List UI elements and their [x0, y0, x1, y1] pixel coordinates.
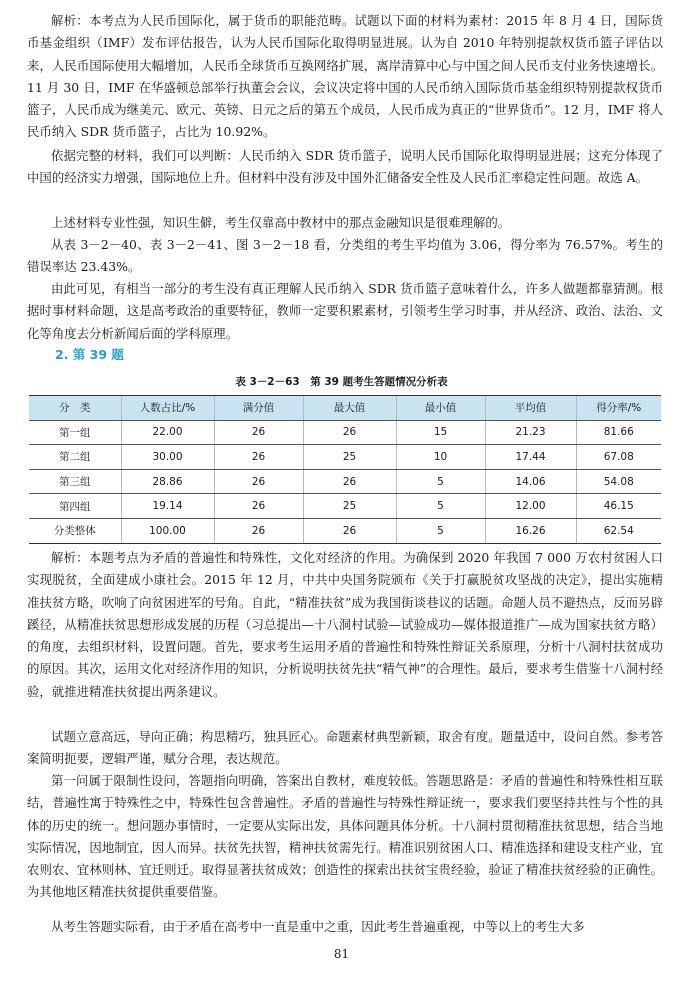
table-row: [29, 420, 661, 445]
table-cell: 100.00: [121, 518, 214, 543]
table-cell: 26: [214, 469, 303, 494]
table-cell: 第三组: [29, 469, 121, 494]
table-header-cell: 最大值: [303, 396, 396, 421]
table-header-cell: 人数占比/%: [121, 396, 214, 421]
table-title: 表 3－2－63 第 39 题考生答题情况分析表: [235, 376, 448, 388]
table-cell: 30.00: [121, 445, 214, 470]
table-cell: 54.08: [576, 469, 661, 494]
table-cell: 26: [214, 494, 303, 519]
section-title: 2. 第 39 题: [55, 347, 124, 362]
table-row: [29, 518, 661, 543]
table-row: [29, 445, 661, 470]
table-cell: 25: [303, 494, 396, 519]
table-cell: 19.14: [121, 494, 214, 519]
table-cell: 17.44: [485, 445, 576, 470]
table-row: [29, 469, 661, 494]
table-cell: 26: [303, 420, 396, 445]
table-cell: 26: [303, 469, 396, 494]
table-cell: 5: [396, 494, 485, 519]
page-number: 81: [333, 947, 350, 961]
table-cell: 62.54: [576, 518, 661, 543]
table-cell: 5: [396, 518, 485, 543]
table-cell: 15: [396, 420, 485, 445]
table-cell: 81.66: [576, 420, 661, 445]
analysis-paragraph-rmb: 解析：本考点为人民币国际化，属于货币的职能范畴。试题以下面的材料为素材：2015 年 8 月 4 日，国际货币基金组织（IMF）发布评估报告，认为人民币国际化取得明显进展。认为自 2010 年特别提款权货币篮子评估以来，人民币国际使用大幅增加，人民币全球货币互换网络扩展，离岸清算中心与中国之间人民币支付业务快速增长。11 月 30 日，IMF 在华盛顿总部举行执董会会议，会议决定将中国的人民币纳入国际货币基金组织特别提款权货币篮子，人民币成为继美元、欧元、英镑、日元之后的第五个成员，人民币成为真正的“世界货币”。12 月，IMF 将人民币纳入 SDR 货币篮子，占比为 10.92%。: [27, 13, 663, 140]
table-header-cell: 平均值: [485, 396, 576, 421]
table-cell: 21.23: [485, 420, 576, 445]
table-header-cell: 满分值: [214, 396, 303, 421]
table-cell: 67.08: [576, 445, 661, 470]
table-cell: 25: [303, 445, 396, 470]
stats-table: [29, 395, 661, 544]
table-header-cell: 分 类: [29, 396, 121, 421]
table-cell: 46.15: [576, 494, 661, 519]
table-cell: 12.00: [485, 494, 576, 519]
difficulty-paragraph: 上述材料专业性强，知识生僻，考生仅靠高中教材中的那点金融知识是很难理解的。: [51, 215, 511, 230]
table-cell: 26: [214, 445, 303, 470]
table-cell: 第一组: [29, 420, 121, 445]
conclusion-paragraph: 依据完整的材料，我们可以判断：人民币纳入 SDR 货币篮子，说明人民币国际化取得明显进展；这充分体现了中国的经济实力增强，国际地位上升。但材料中没有涉及中国外汇储备安全性及人民币汇率稳定性问题。故选 A。: [27, 148, 663, 186]
table-cell: 5: [396, 469, 485, 494]
table-cell: 第四组: [29, 494, 121, 519]
table-row: [29, 494, 661, 519]
statistics-paragraph: 从表 3－2－40、表 3－2－41、图 3－2－18 看，分类组的考生平均值为 3.06，得分率为 76.57%。考生的错误率达 23.43%。: [27, 237, 663, 275]
evaluation-paragraph: 试题立意高远，导向正确；构思精巧，独具匠心。命题素材典型新颖，取舍有度。题量适中，设问自然。参考答案简明扼要，逻辑严谨，赋分合理，表达规范。: [27, 729, 663, 767]
table-cell: 16.26: [485, 518, 576, 543]
table-cell: 22.00: [121, 420, 214, 445]
analysis-paragraph-poverty: 解析：本题考点为矛盾的普遍性和特殊性，文化对经济的作用。为确保到 2020 年我国 7 000 万农村贫困人口实现脱贫，全面建成小康社会。2015 年 12 月，中共中央国务院颁布《关于打赢脱贫攻坚战的决定》，提出实施精准扶贫方略，吹响了向贫困进军的号角。自此，“精准扶贫”成为我国街谈巷议的话题。命题人员不避热点，反而另辟蹊径，从精准扶贫思想形成发展的历程（习总提出—十八洞村试验—试验成功—媒体报道推广—成为国家扶贫方略）的角度，去组织材料，设置问题。首先，要求考生运用矛盾的普遍性和特殊性辩证关系原理，分析十八洞村扶贫成功的原因。其次，运用文化对经济作用的知识，分析说明扶贫先扶“精气神”的合理性。最后，要求考生借鉴十八洞村经验，就推进精准扶贫提出两条建议。: [27, 550, 663, 699]
table-header-cell: 得分率/%: [576, 396, 661, 421]
table-cell: 28.86: [121, 469, 214, 494]
table-cell: 分类整体: [29, 518, 121, 543]
table-header-cell: 最小值: [396, 396, 485, 421]
table-cell: 第二组: [29, 445, 121, 470]
table-header-row: [29, 396, 661, 421]
table-cell: 26: [214, 420, 303, 445]
table-cell: 14.06: [485, 469, 576, 494]
table-cell: 26: [303, 518, 396, 543]
teaching-advice-paragraph: 由此可见，有相当一部分的考生没有真正理解人民币纳入 SDR 货币篮子意味着什么，许多人做题都靠猜测。根据时事材料命题，这是高考政治的重要特征，教师一定要积累素材，引领考生学习时事，并从经济、政治、法治、文化等角度去分析新闻后面的学科原理。: [27, 281, 663, 341]
first-question-paragraph: 第一问属于限制性设问，答题指向明确，答案出自教材，难度较低。答题思路是：矛盾的普遍性和特殊性相互联结，普遍性寓于特殊性之中，特殊性包含普遍性。矛盾的普遍性与特殊性辩证统一，要求我们要坚持共性与个性的具体的历史的统一。想问题办事情时，一定要从实际出发，具体问题具体分析。十八洞村贯彻精准扶贫思想，结合当地实际情况，因地制宜，因人而异。扶贫先扶智，精神扶贫需先行。精准识别贫困人口、精准选择和建设支柱产业，宜农则农、宜林则林、宜迁则迁。取得显著扶贫成效；创造性的探索出扶贫宝贵经验，验证了精准扶贫经验的正确性。为其他地区精准扶贫提供重要借鉴。: [27, 773, 663, 900]
table-cell: 10: [396, 445, 485, 470]
table-cell: 26: [214, 518, 303, 543]
student-performance-paragraph: 从考生答题实际看，由于矛盾在高考中一直是重中之重，因此考生普遍重视，中等以上的考生大多: [51, 919, 585, 934]
